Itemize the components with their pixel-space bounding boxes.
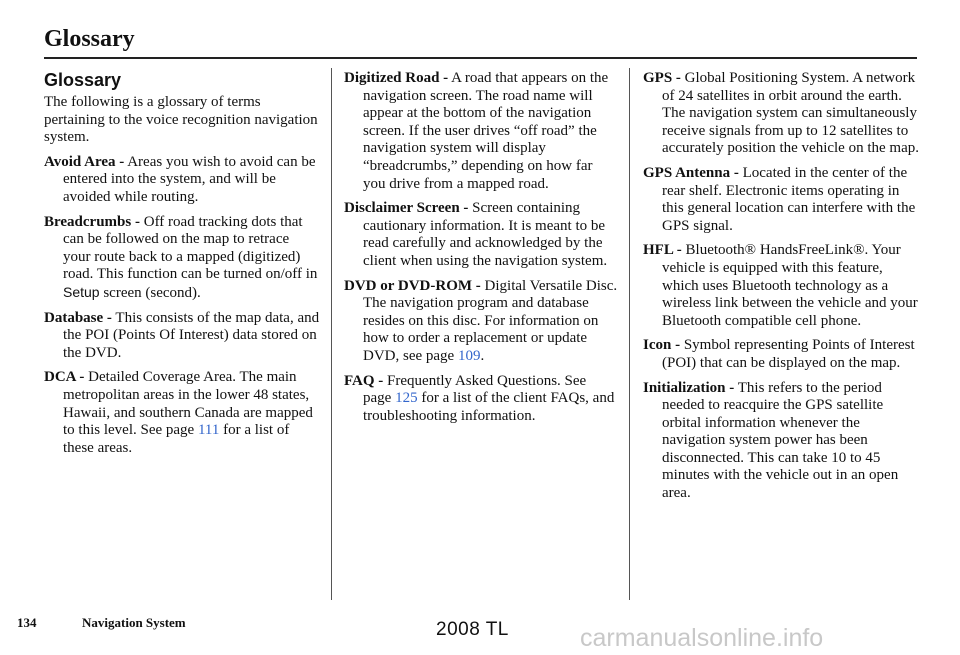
glossary-entry-hfl [643,242,919,330]
entry-term: Icon - [643,337,681,354]
entry-term: FAQ - [344,372,384,389]
glossary-entry-faq [344,373,618,426]
column-divider-1 [331,68,332,600]
glossary-entry-breadcrumbs [44,214,320,303]
entry-definition-end: for a list of the client FAQs, and troubleshooting information. [363,390,615,424]
entry-term: Database - [44,309,112,326]
glossary-entry-avoid-area [44,154,320,207]
column-1 [44,70,320,464]
entry-definition: A road that appears on the navigation screen. The road name will appear at the bottom of the navigation screen. If the user drives “off road” the navigation system will display “breadcrumbs,” depending on how far you drive from a mapped road. [363,70,609,192]
entry-term: GPS - [643,70,681,86]
entry-term: Digitized Road - [344,70,449,86]
column-3 [643,70,919,510]
entry-term: Breadcrumbs - [44,213,140,230]
entry-definition-end: . [480,347,485,364]
page-title: Glossary [44,26,135,52]
column-2 [344,70,618,432]
glossary-entry-dvd [344,278,618,366]
entry-definition: Located in the center of the rear shelf. Electronic items operating in this general location can interfere with the GPS signal. [662,164,916,234]
entry-definition: Digital Versatile Disc. The navigation program and database resides on this disc. For information on how to order a replacement or update DVD, see page [363,277,618,364]
entry-definition: Areas you wish to avoid can be entered into the system, and will be avoided while routing. [63,153,316,205]
page-link-111[interactable]: 111 [197,422,220,439]
entry-term: GPS Antenna - [643,164,739,181]
glossary-entry-dca [44,369,320,457]
page-link-125[interactable]: 125 [395,390,418,407]
entry-term: Initialization - [643,379,735,396]
section-heading: Glossary [44,70,122,90]
glossary-entry-initialization [643,380,919,503]
setup-screen-name: Setup [63,283,100,300]
entry-definition: Off road tracking dots that can be followed on the map to retrace your route back to a mapped (digitized) road. This function can be turned on/off in [63,213,318,283]
entry-term: DVD or DVD-ROM - [344,277,481,294]
entry-term: Disclaimer Screen - [344,200,469,217]
glossary-entry-disclaimer-screen [344,200,618,270]
glossary-entry-gps-antenna [643,165,919,235]
column-divider-2 [629,68,630,600]
glossary-entry-database [44,310,320,363]
entry-term: HFL - [643,242,682,259]
title-rule [44,57,917,59]
entry-definition-end: for a list of these areas. [63,422,290,456]
entry-definition: Global Positioning System. A network of 24 satellites in orbit around the earth. The navigation system can simultaneously receive signals from up to 12 satellites to accurately position the vehicle on the map. [662,70,919,157]
entry-definition: Detailed Coverage Area. The main metropolitan areas in the lower 48 states, Hawaii, and southern Canada are mapped to this level. See page [63,369,313,439]
entry-definition: Symbol representing Points of Interest (POI) that can be displayed on the map. [662,337,915,371]
intro-text: The following is a glossary of terms pertaining to the voice recognition navigation system. [44,94,318,146]
entry-definition: This refers to the period needed to reacquire the GPS satellite orbital information whenever the navigation system power has been disconnected. This can take 10 to 45 minutes with the vehicle out in an open area. [662,379,899,502]
entry-term: Avoid Area - [44,153,125,170]
glossary-entry-digitized-road [344,70,618,193]
footer-label: Navigation System [82,615,186,630]
page-link-109[interactable]: 109 [457,347,481,364]
entry-definition: This consists of the map data, and the POI (Points Of Interest) data stored on the DVD. [63,309,320,361]
glossary-entry-gps [643,70,919,158]
entry-definition: Bluetooth® HandsFreeLink®. Your vehicle is equipped with this feature, which uses Bluetooth technology as a wireless link between the vehicle and your Bluetooth compatible cell phone. [662,242,918,329]
entry-definition-end: screen (second). [103,284,201,301]
glossary-entry-icon [643,337,919,372]
site-watermark: carmanualsonline.info [580,624,824,652]
entry-term: DCA - [44,369,85,386]
model-watermark: 2008 TL [436,619,509,640]
entry-definition: Screen containing cautionary information. It is meant to be read carefully and acknowledged by the client when using the navigation system. [363,200,608,269]
footer-page-number: 134 [17,615,37,630]
entry-definition: Frequently Asked Questions. See page [363,372,587,407]
